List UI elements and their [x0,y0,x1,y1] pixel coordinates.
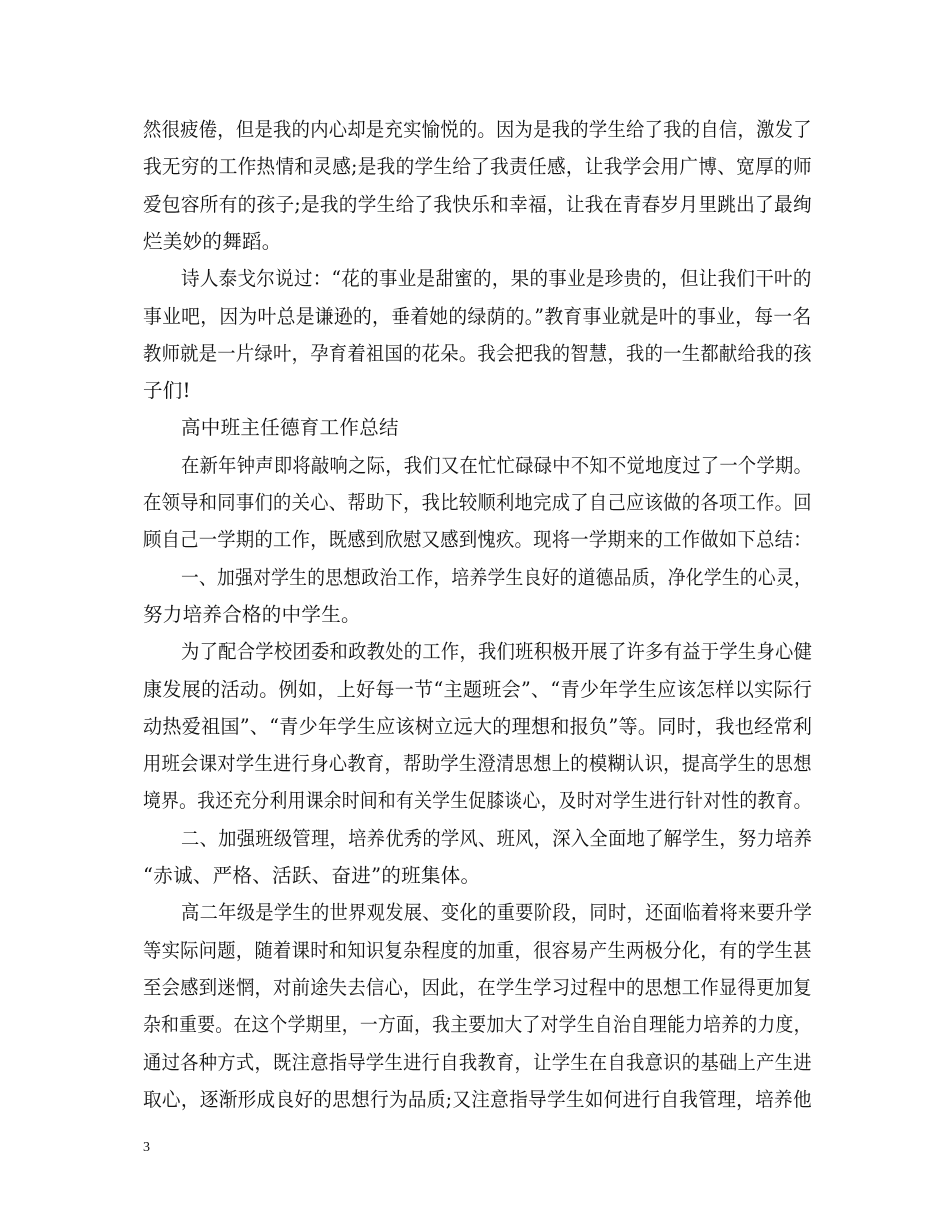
text-line: 在新年钟声即将敲响之际，我们又在忙忙碌碌中不知不觉地度过了一个学期。 [181,453,813,477]
text-line: 二、加强班级管理，培养优秀的学风、班风，深入全面地了解学生，努力培养 [181,826,813,850]
text-line: 顾自己一学期的工作，既感到欣慰又感到愧疚。现将一学期来的工作做如下总结： [143,528,812,552]
text-line: 事业吧，因为叶总是谦逊的，垂着她的绿荫的。”教育事业就是叶的事业，每一名 [143,304,812,328]
text-line: 高中班主任德育工作总结 [181,416,399,440]
text-line: 高二年级是学生的世界观发展、变化的重要阶段，同时，还面临着将来要升学 [181,901,813,925]
text-line: “赤诚、严格、活跃、奋进”的班集体。 [143,864,481,887]
text-line: 通过各种方式，既注意指导学生进行自我教育，让学生在自我意识的基础上产生进 [143,1050,812,1074]
text-line: 康发展的活动。例如，上好每一节“主题班会”、“青少年学生应该怎样以实际行 [143,677,813,701]
text-line: 在领导和同事们的关心、帮助下，我比较顺利地完成了自己应该做的各项工作。回 [143,491,812,514]
text-line: 用班会课对学生进行身心教育，帮助学生澄清思想上的模糊认识，提高学生的思想 [143,752,812,776]
page-number: 3 [143,1140,150,1155]
text-line: 等实际问题，随着课时和知识复杂程度的加重，很容易产生两极分化，有的学生甚 [143,938,812,962]
text-line: 杂和重要。在这个学期里，一方面，我主要加大了对学生自治自理能力培养的力度， [143,1013,812,1037]
text-line: 努力培养合格的中学生。 [143,602,361,626]
text-line: 诗人泰戈尔说过：“花的事业是甜蜜的，果的事业是珍贵的，但让我们干叶的 [181,267,812,291]
text-line: 教师就是一片绿叶，孕育着祖国的花朵。我会把我的智慧，我的一生都献给我的孩 [143,341,812,365]
text-line: 取心，逐渐形成良好的思想行为品质;又注意指导学生如何进行自我管理，培养他 [143,1087,812,1111]
text-line: 一、加强对学生的思想政治工作，培养学生良好的道德品质，净化学生的心灵， [181,565,813,589]
text-line: 境界。我还充分利用课余时间和有关学生促膝谈心，及时对学生进行针对性的教育。 [143,789,812,813]
text-line: 动热爱祖国”、“青少年学生应该树立远大的理想和报负”等。同时，我也经常利 [143,714,813,738]
text-line: 爱包容所有的孩子;是我的学生给了我快乐和幸福，让我在青春岁月里跳出了最绚 [143,192,812,216]
text-line: 至会感到迷惘，对前途失去信心，因此，在学生学习过程中的思想工作显得更加复 [143,975,812,999]
text-line: 烂美妙的舞蹈。 [143,229,282,253]
text-line: 然很疲倦，但是我的内心却是充实愉悦的。因为是我的学生给了我的自信，激发了 [143,118,812,141]
text-line: 我无穷的工作热情和灵感;是我的学生给了我责任感，让我学会用广博、宽厚的师 [143,155,812,179]
text-line: 子们! [143,379,191,403]
text-line: 为了配合学校团委和政教处的工作，我们班积极开展了许多有益于学生身心健 [181,640,813,664]
